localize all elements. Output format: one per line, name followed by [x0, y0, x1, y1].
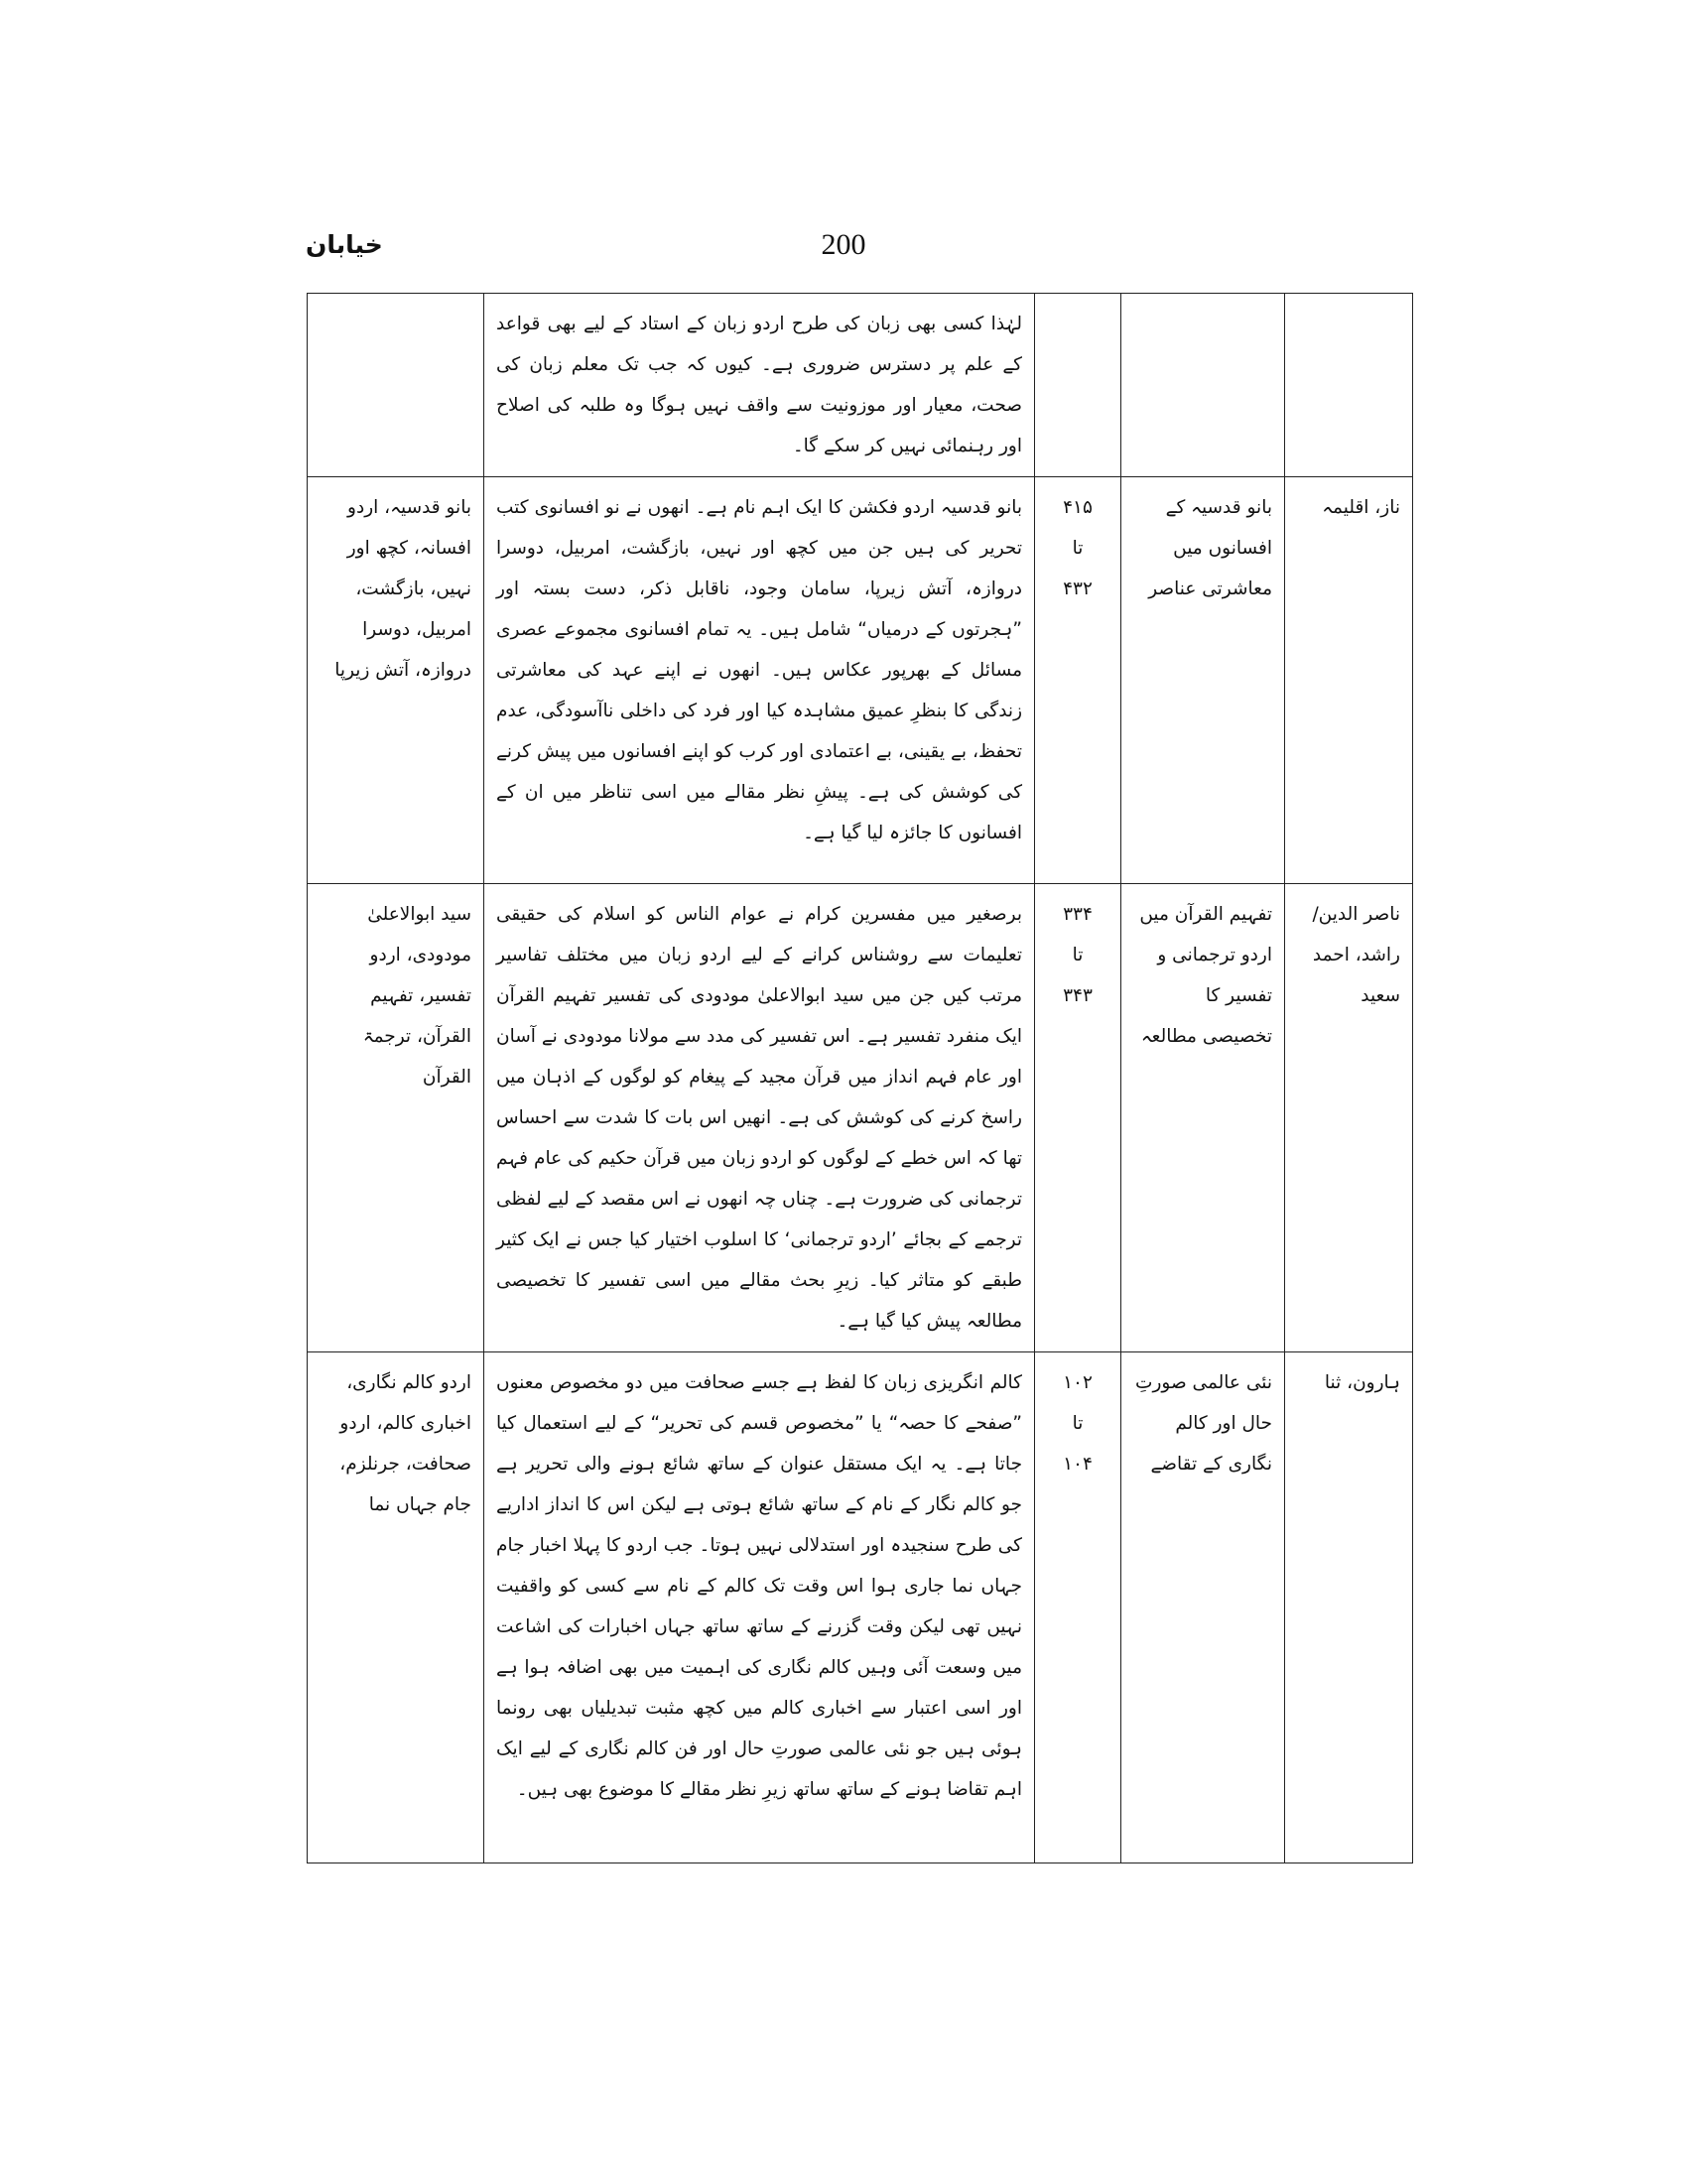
abstract-cell: برصغیر میں مفسرین کرام نے عوام الناس کو اسلام کی حقیقی تعلیمات سے روشناس کرانے کے لیے اردو زبان میں مختلف تفاسیر مرتب کیں جن میں سید ابوالاعلیٰ مودودی کی تفسیر تفہیم القرآن ایک منفرد تفسیر ہے۔ اس تفسیر کی مدد سے مولانا مودودی نے آسان اور عام فہم انداز میں قرآن مجید کے پیغام کو لوگوں کے اذہان میں راسخ کرنے کی کوشش کی ہے۔ انھیں اس بات کا شدت سے احساس تھا کہ اس خطے کے لوگوں کو اردو زبان میں قرآن حکیم کی عام فہم ترجمانی کی ضرورت ہے۔ چناں چہ انھوں نے اس مقصد کے لیے لفظی ترجمے کے بجائے ’اردو ترجمانی‘ کا اسلوب اختیار کیا جس نے ایک کثیر طبقے کو متاثر کیا۔ زیرِ بحث مقالے میں اسی تفسیر کا تخصیصی مطالعہ پیش کیا گیا ہے۔	[484, 884, 1035, 1352]
table-row	[308, 294, 1413, 477]
title-cell: نئی عالمی صورتِ حال اور کالم نگاری کے تقاضے	[1121, 1352, 1285, 1863]
pages-cell	[1035, 884, 1121, 1352]
title-cell: تفہیم القرآن میں اردو ترجمانی و تفسیر کا تخصیصی مطالعہ	[1121, 884, 1285, 1352]
page-from: ۴۱۵	[1063, 497, 1093, 518]
table-row	[308, 884, 1413, 1352]
keywords-cell: سید ابوالاعلیٰ مودودی، اردو تفسیر، تفہیم القرآن، ترجمۃ القرآن	[308, 884, 484, 1352]
author-cell: ناصر الدین/ راشد، احمد سعید	[1285, 884, 1413, 1352]
page-to: ۳۴۳	[1063, 985, 1093, 1006]
keywords-cell	[308, 294, 484, 477]
page-from: ۱۰۲	[1063, 1372, 1093, 1393]
table-row	[308, 1352, 1413, 1863]
keywords-cell: بانو قدسیہ، اردو افسانہ، کچھ اور نہیں، بازگشت، امربیل، دوسرا دروازہ، آتش زیرپا	[308, 477, 484, 884]
abstract-cell: لہٰذا کسی بھی زبان کی طرح اردو زبان کے استاد کے لیے بھی قواعد کے علم پر دسترس ضروری ہے۔ کیوں کہ جب تک معلم زبان کی صحت، معیار اور موزونیت سے واقف نہیں ہوگا وہ طلبہ کی اصلاح اور رہنمائی نہیں کر سکے گا۔	[484, 294, 1035, 477]
page-to-label: تا	[1072, 538, 1084, 559]
page-from: ۳۳۴	[1063, 904, 1093, 925]
page-number: 200	[821, 228, 866, 261]
abstract-cell: کالم انگریزی زبان کا لفظ ہے جسے صحافت میں دو مخصوص معنوں ”صفحے کا حصہ“ یا ”مخصوص قسم کی تحریر“ کے لیے استعمال کیا جاتا ہے۔ یہ ایک مستقل عنوان کے ساتھ شائع ہونے والی تحریر ہے جو کالم نگار کے نام کے ساتھ شائع ہوتی ہے لیکن اس کا انداز اداریے کی طرح سنجیدہ اور استدلالی نہیں ہوتا۔ جب اردو کا پہلا اخبار جام جہاں نما جاری ہوا اس وقت تک کالم کے نام سے کسی کو واقفیت نہیں تھی لیکن وقت گزرنے کے ساتھ ساتھ جہاں اخبارات کی اشاعت میں وسعت آئی وہیں کالم نگاری کی اہمیت میں بھی اضافہ ہوا ہے اور اسی اعتبار سے اخباری کالم میں کچھ مثبت تبدیلیاں بھی رونما ہوئی ہیں جو نئی عالمی صورتِ حال اور فن کالم نگاری کے لیے ایک اہم تقاضا ہونے کے ساتھ ساتھ زیرِ نظر مقالے کا موضوع بھی ہیں۔	[484, 1352, 1035, 1863]
page-to: ۴۳۲	[1063, 578, 1093, 599]
pages-cell	[1035, 1352, 1121, 1863]
pages-cell	[1035, 294, 1121, 477]
journal-name: خیابان	[306, 230, 383, 259]
title-cell	[1121, 294, 1285, 477]
article-index-table	[307, 293, 1413, 1863]
author-cell	[1285, 294, 1413, 477]
page-to: ۱۰۴	[1063, 1454, 1093, 1475]
author-cell: ناز، اقلیمہ	[1285, 477, 1413, 884]
table-row	[308, 477, 1413, 884]
page-to-label: تا	[1072, 945, 1084, 965]
keywords-cell: اردو کالم نگاری، اخباری کالم، اردو صحافت، جرنلزم، جام جہاں نما	[308, 1352, 484, 1863]
author-cell: ہارون، ثنا	[1285, 1352, 1413, 1863]
title-cell: بانو قدسیہ کے افسانوں میں معاشرتی عناصر	[1121, 477, 1285, 884]
page-to-label: تا	[1072, 1413, 1084, 1434]
abstract-cell: بانو قدسیہ اردو فکشن کا ایک اہم نام ہے۔ انھوں نے نو افسانوی کتب تحریر کی ہیں جن میں کچھ اور نہیں، بازگشت، امربیل، دوسرا دروازہ، آتش زیرپا، سامان وجود، ناقابل ذکر، دست بستہ اور ”ہجرتوں کے درمیاں“ شامل ہیں۔ یہ تمام افسانوی مجموعے عصری مسائل کے بھرپور عکاس ہیں۔ انھوں نے اپنے عہد کی معاشرتی زندگی کا بنظرِ عمیق مشاہدہ کیا اور فرد کی داخلی ناآسودگی، عدم تحفظ، بے یقینی، بے اعتمادی اور کرب کو اپنے افسانوں میں پیش کرنے کی کوشش کی ہے۔ پیشِ نظر مقالے میں اسی تناظر میں ان کے افسانوں کا جائزہ لیا گیا ہے۔	[484, 477, 1035, 884]
pages-cell	[1035, 477, 1121, 884]
